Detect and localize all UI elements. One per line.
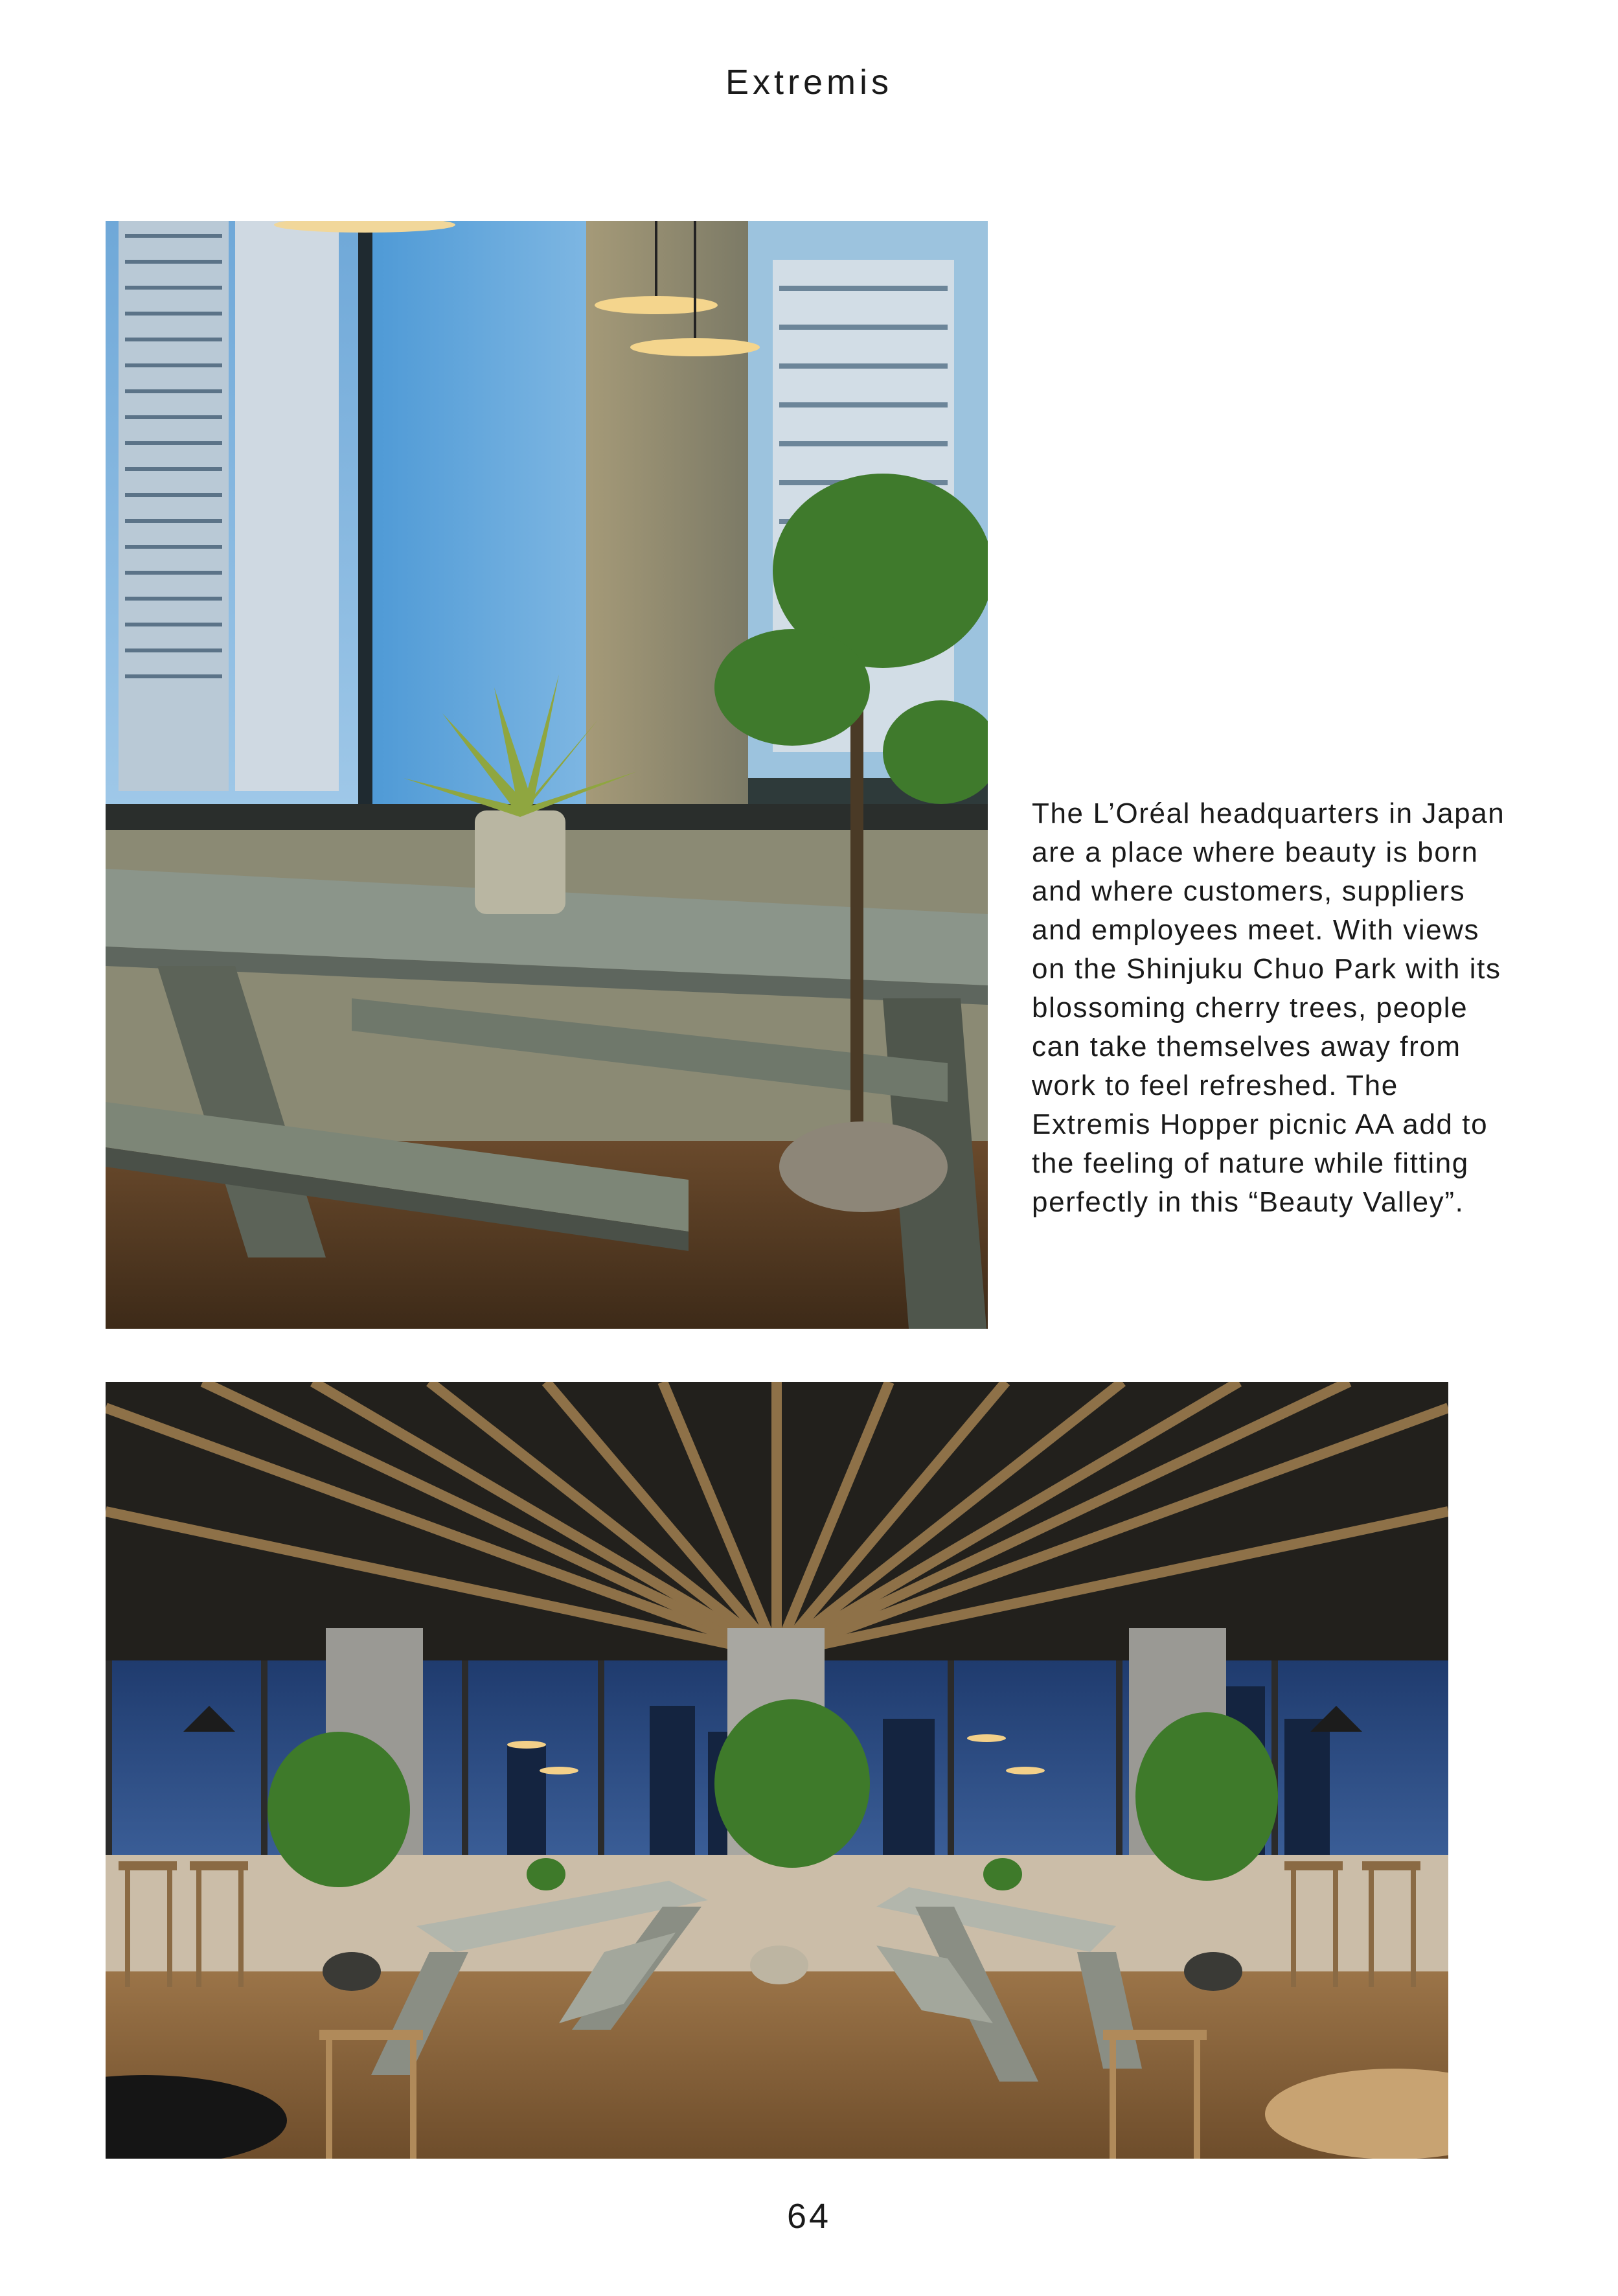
photo-interior-closeup [106,221,988,1329]
caption-text: The L’Oréal headquarters in Japan are a place where beauty is born and where customers, suppliers and employees meet. With views on the Shinjuku Chuo Park with its blossoming cherry trees, people can take themselves away from work to feel refreshed. The Extremis Hopper picnic AA add to the feeling of nature while fitting perfectly in this “Beauty Valley”. [1032,798,1505,1218]
photo-interior-wide [106,1382,1448,2159]
brand-title: Extremis [725,63,893,102]
page-number: 64 [786,2197,832,2236]
